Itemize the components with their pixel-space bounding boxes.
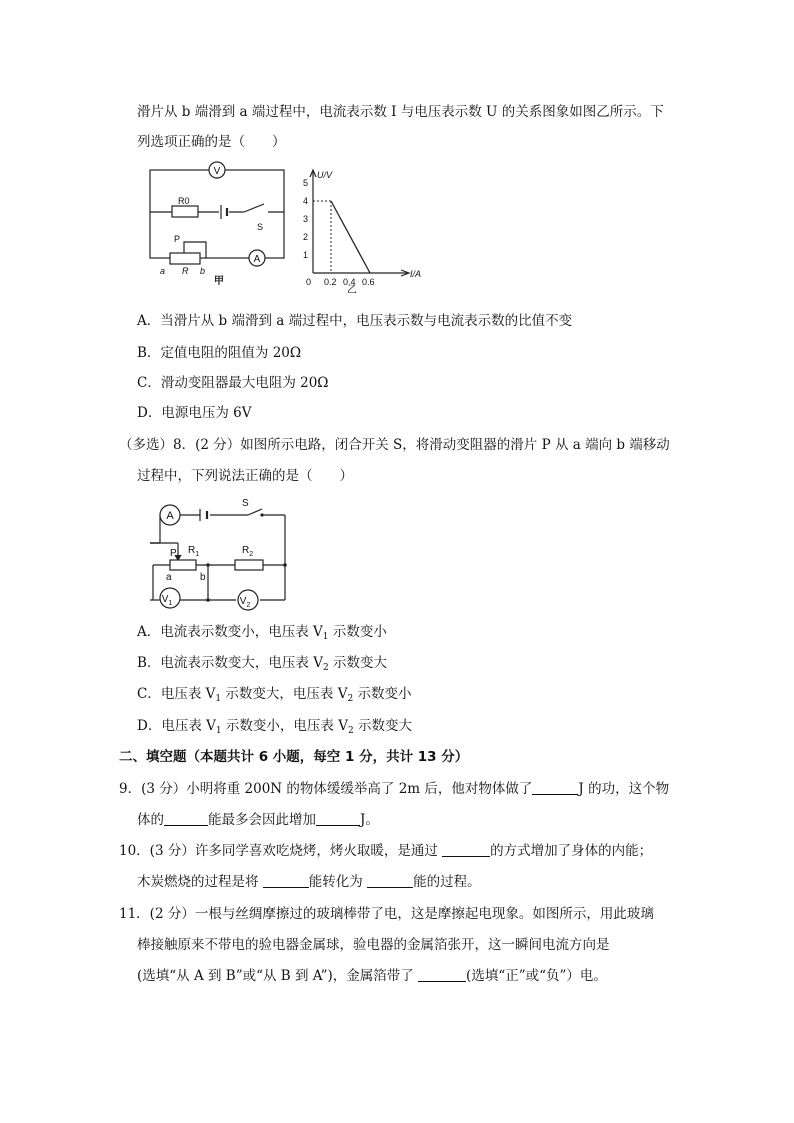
q8-option-d-mid: 示数变小，电压表 V xyxy=(221,718,348,734)
q8-option-d-sub: 1 xyxy=(215,726,222,736)
q7-graph-ytick-2: 2 xyxy=(303,232,309,242)
q7-graph-y-label: U/V xyxy=(317,170,333,180)
q9-text-2a: 体的 xyxy=(137,812,164,828)
q7-graph-ytick-3: 3 xyxy=(303,214,309,224)
q10-line2 xyxy=(137,872,481,892)
q11-line1: 11．(2 分）一根与丝绸摩擦过的玻璃棒带了电，这是摩擦起电现象。如图所示，用此玻璃 xyxy=(119,906,654,922)
q8-option-a-post: 示数变小 xyxy=(328,624,387,640)
q7-graph-xtick-0.2: 0.2 xyxy=(324,277,337,287)
q7-stem-line1: 滑片从 b 端滑到 a 端过程中，电流表示数 I 与电压表示数 U 的关系图象如图乙所示。下 xyxy=(137,104,664,120)
q8-stem-line1: （多选）8．(2 分）如图所示电路，闭合开关 S，将滑动变阻器的滑片 P 从 a 端向 b 端移动 xyxy=(119,437,670,453)
q10-text-2b: 能转化为 xyxy=(308,874,368,890)
q7-r-label: R xyxy=(182,266,189,276)
q7-option-d: D．电源电压为 6V xyxy=(137,405,252,421)
q10-text-2a: 木炭燃烧的过程是将 xyxy=(137,874,263,890)
q8-stem-line2: 过程中，下列说法正确的是（ ） xyxy=(137,468,353,484)
q7-figure-caption-yi: 乙 xyxy=(347,285,357,293)
q9-blank-2[interactable] xyxy=(164,811,208,826)
q8-option-c-mid: 示数变大，电压表 V xyxy=(221,686,348,702)
q8-slider-label: P xyxy=(170,548,177,559)
q9-text-1b: J 的功，这个物 xyxy=(578,781,670,797)
q8-option-d xyxy=(137,716,412,741)
q7-circuit-diagram xyxy=(140,160,300,290)
q10-text-2c: 能的过程。 xyxy=(413,874,481,890)
q7-slider-label: P xyxy=(174,234,181,244)
q8-option-a-pre: A．电流表示数变小，电压表 V xyxy=(137,624,323,640)
q9-text-1a: 9．(3 分）小明将重 200N 的物体缓缓举高了 2m 后，他对物体做了 xyxy=(119,781,533,797)
q7-ammeter-label: A xyxy=(253,254,261,265)
q8-v1-text: V xyxy=(161,594,169,605)
q8-v2-sub: 2 xyxy=(246,602,251,609)
q8-option-a xyxy=(137,622,387,647)
q7-switch-label: S xyxy=(257,222,264,232)
q8-end-a: a xyxy=(166,572,172,583)
q9-line1 xyxy=(119,779,669,799)
q8-option-d-post: 示数变大 xyxy=(353,718,412,734)
q7-option-b: B．定值电阻的阻值为 20Ω xyxy=(137,345,302,361)
q7-graph-ytick-4: 4 xyxy=(303,196,309,206)
q7-option-c: C．滑动变阻器最大电阻为 20Ω xyxy=(137,375,329,391)
q8-r2-text: R xyxy=(242,545,250,556)
q9-blank-3[interactable] xyxy=(316,811,360,826)
q9-text-2c: J。 xyxy=(360,812,379,828)
q7-option-a: A．当滑片从 b 端滑到 a 端过程中，电压表示数与电流表示数的比值不变 xyxy=(137,313,573,329)
q8-r1-text: R xyxy=(188,545,196,556)
q8-option-b-pre: B．电流表示数变大，电压表 V xyxy=(137,655,323,671)
q8-option-c-post: 示数变小 xyxy=(353,686,412,702)
q7-ui-graph xyxy=(300,165,440,293)
q8-v2-text: V xyxy=(239,596,247,607)
q10-text-1a: 10．(3 分）许多同学喜欢吃烧烤，烤火取暖，是通过 xyxy=(119,843,443,859)
q7-graph-x-label: I/A xyxy=(410,269,422,279)
q8-option-b-post: 示数变大 xyxy=(328,655,387,671)
q7-end-b: b xyxy=(200,266,206,276)
q7-graph-ytick-5: 5 xyxy=(303,178,309,188)
q8-r1-sub: 1 xyxy=(195,551,200,558)
q7-graph-line xyxy=(331,201,370,273)
q8-end-b: b xyxy=(200,572,206,583)
q8-option-a-sub: 1 xyxy=(322,632,329,642)
q8-option-d-sub2: 2 xyxy=(347,726,354,736)
q8-r2-label xyxy=(242,545,253,558)
q7-figure-caption-jia: 甲 xyxy=(214,276,224,287)
q8-option-c-sub: 1 xyxy=(215,694,222,704)
q8-option-c-sub2: 2 xyxy=(347,694,354,704)
q8-r2-sub: 2 xyxy=(249,551,254,558)
q7-graph-xtick-0.6: 0.6 xyxy=(362,277,375,287)
q7-voltmeter-label: V xyxy=(213,166,221,177)
q11-blank-1[interactable] xyxy=(418,967,466,982)
q8-option-b xyxy=(137,653,387,678)
q7-stem-line2: 列选项正确的是（ ） xyxy=(137,134,286,150)
q7-r0-label: R0 xyxy=(178,196,190,206)
q8-r1-label xyxy=(188,545,199,558)
q8-option-b-sub: 2 xyxy=(322,663,329,673)
q8-circuit-diagram xyxy=(150,493,300,613)
q9-blank-1[interactable] xyxy=(532,780,578,795)
q8-option-d-pre: D．电压表 V xyxy=(137,718,216,734)
q7-graph-xtick-0.4: 0.4 xyxy=(343,277,356,287)
q7-graph-origin: 0 xyxy=(306,277,312,287)
q10-text-1b: 的方式增加了身体的内能； xyxy=(490,843,653,859)
section-heading: 二、填空题（本题共计 6 小题，每空 1 分，共计 13 分） xyxy=(119,749,469,765)
q8-option-c xyxy=(137,684,411,709)
q11-line2: 棒接触原来不带电的验电器金属球，验电器的金属箔张开，这一瞬间电流方向是 xyxy=(137,937,610,953)
q11-text-3b: (选填“正”或“负”）电。 xyxy=(466,968,607,984)
q8-option-c-pre: C．电压表 V xyxy=(137,686,216,702)
q8-switch-label: S xyxy=(242,498,249,509)
q9-text-2b: 能最多会因此增加 xyxy=(208,812,316,828)
q7-end-a: a xyxy=(160,266,166,276)
q10-line1 xyxy=(119,841,652,861)
q10-blank-1[interactable] xyxy=(442,842,490,857)
q9-line2 xyxy=(137,810,379,830)
q10-blank-2[interactable] xyxy=(263,873,309,888)
q8-ammeter-label: A xyxy=(166,510,174,522)
q7-graph-ytick-1: 1 xyxy=(303,250,309,260)
q11-text-3a: (选填“从 A 到 B”或“从 B 到 A”)，金属箔带了 xyxy=(137,968,419,984)
q10-blank-3[interactable] xyxy=(367,873,413,888)
q8-v1-sub: 1 xyxy=(168,600,173,607)
q11-line3 xyxy=(137,966,607,986)
